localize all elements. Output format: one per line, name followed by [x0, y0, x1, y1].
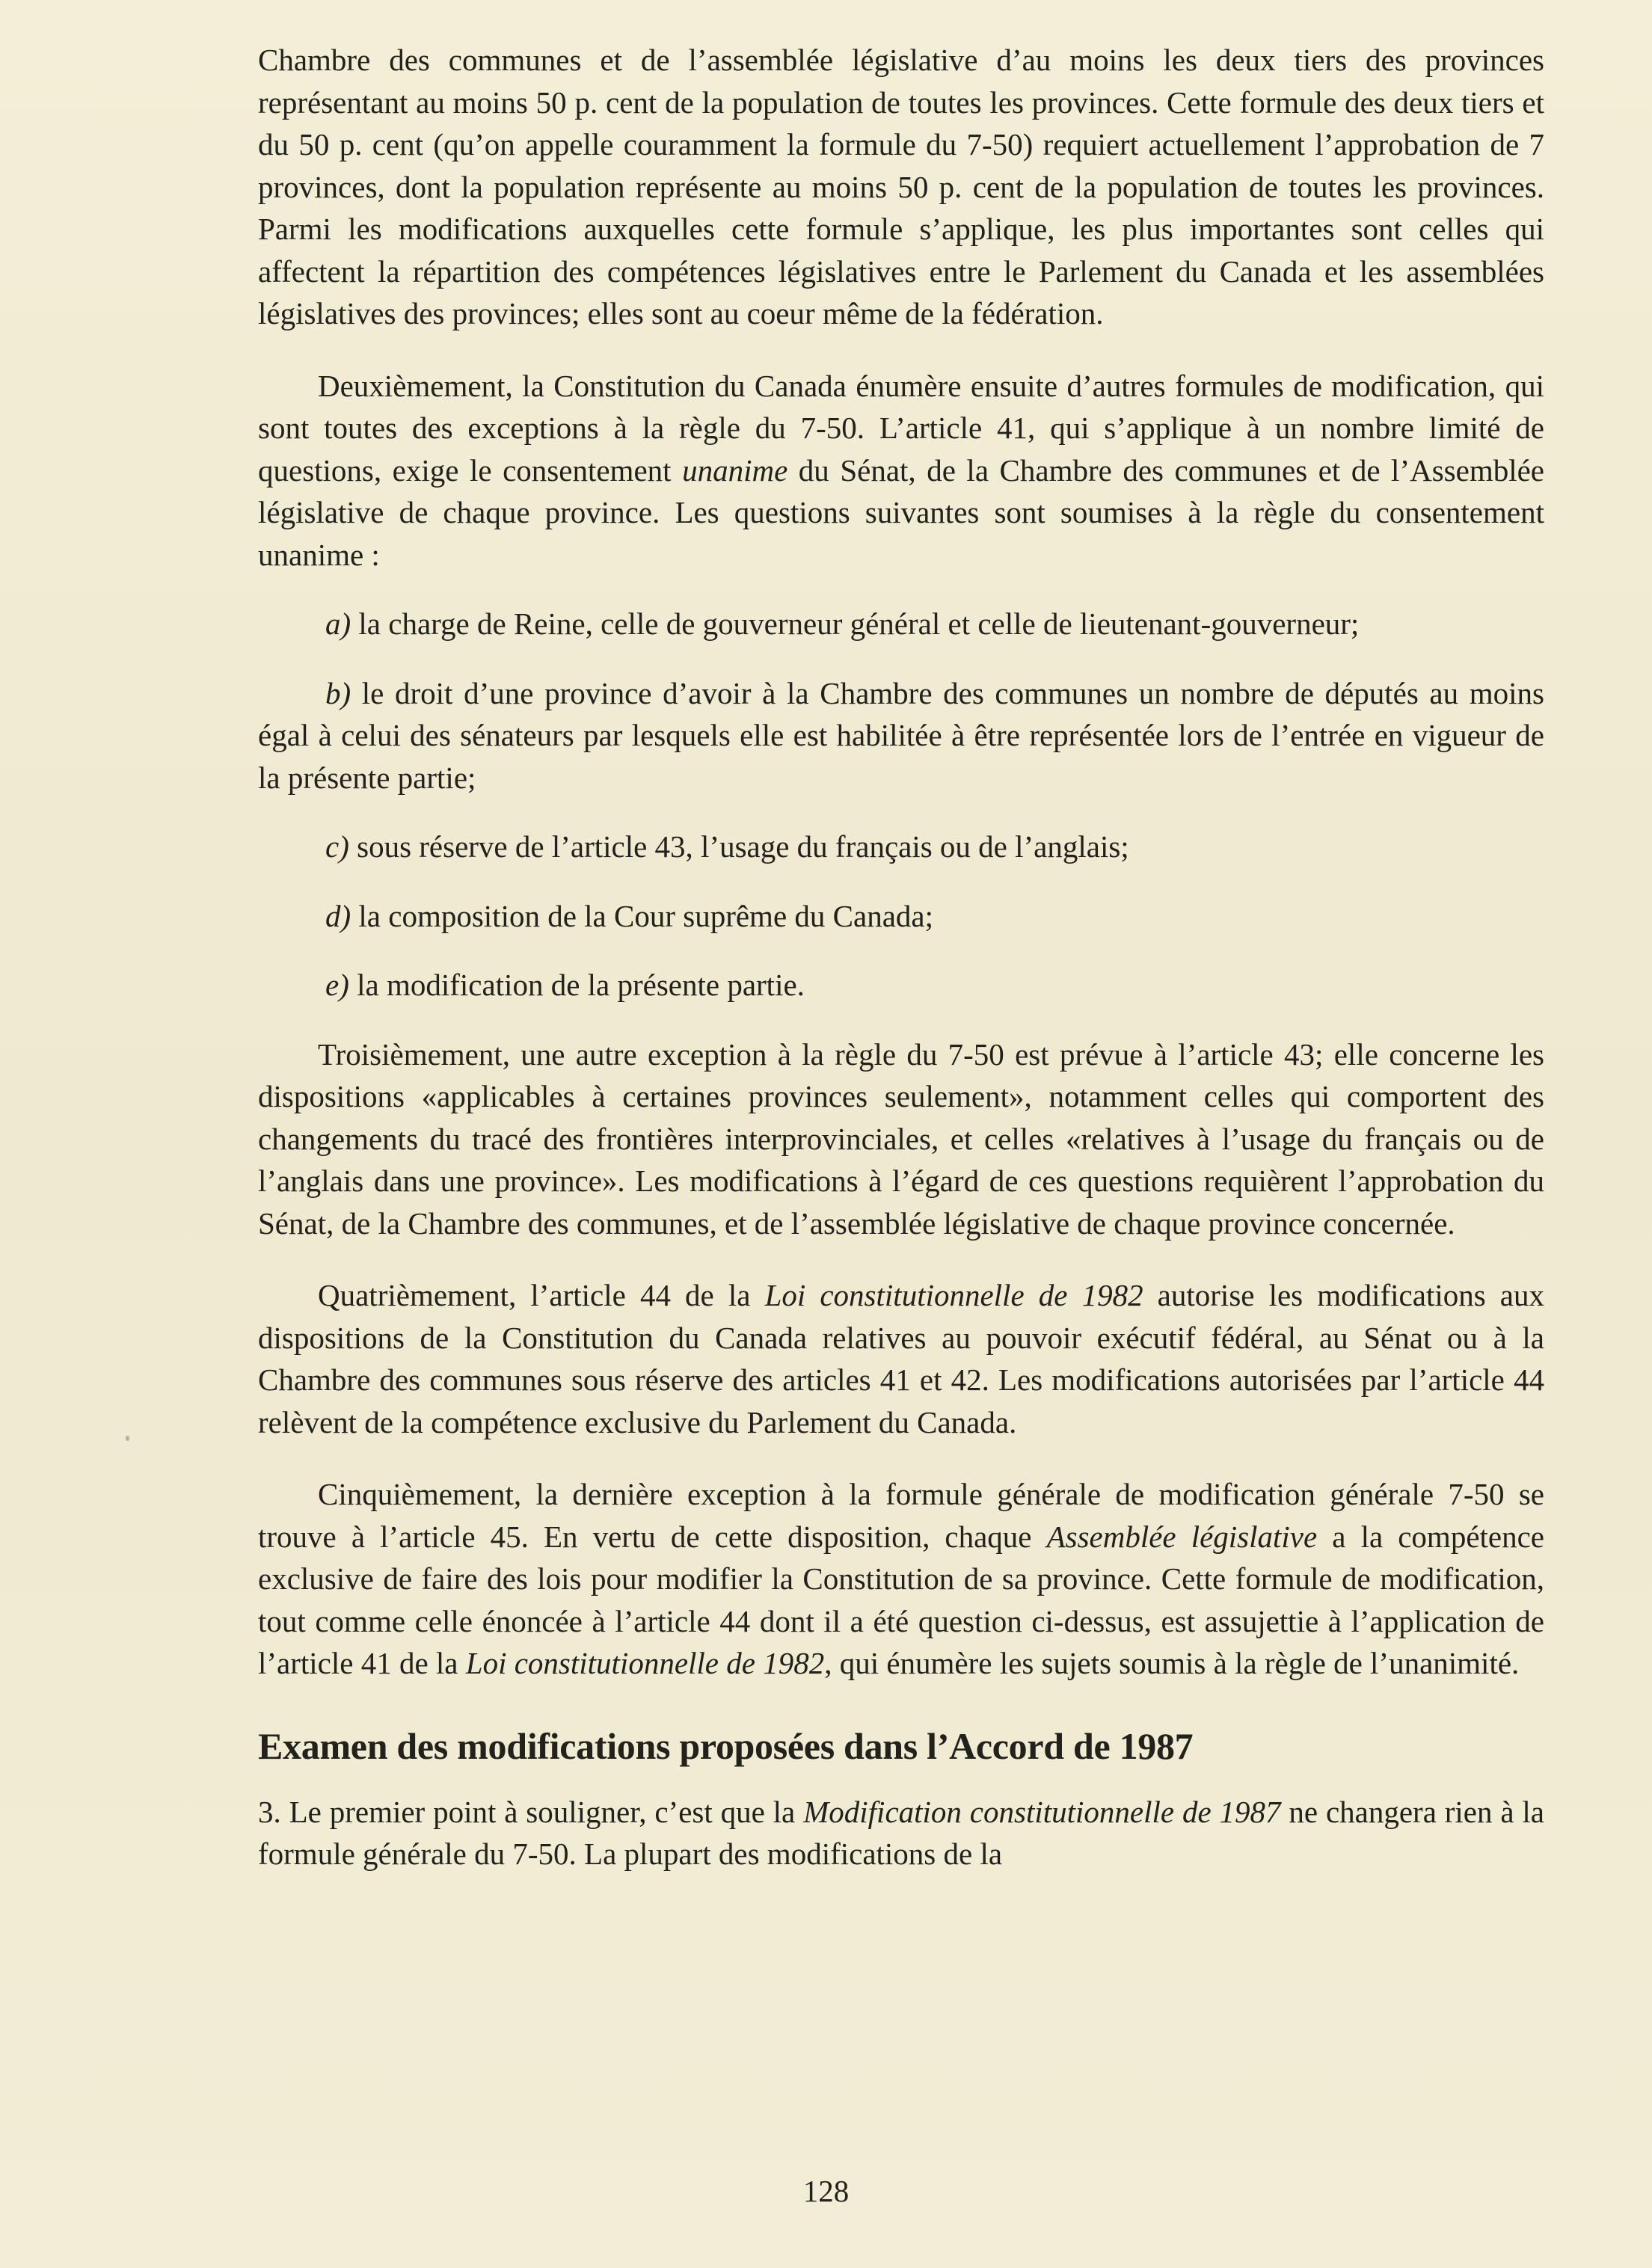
list-text: sous réserve de l’article 43, l’usage du français ou de l’anglais;: [348, 829, 1129, 864]
list-item-c: [258, 826, 1544, 868]
list-letter: e): [325, 968, 349, 1002]
text-run: Le premier point à souligner, c’est que la: [280, 1794, 804, 1829]
list-letter: a): [325, 606, 351, 641]
list-text: la charge de Reine, celle de gouverneur général et celle de lieutenant-gouverneur;: [351, 606, 1360, 641]
list-text: la composition de la Cour suprême du Canada;: [351, 898, 933, 933]
text-run: autorise les modifications aux dispositions de la Constitution du Canada relatives au pouvoir exécutif fédéral, au Sénat ou à la Chambre des communes sous réserve des articles 41 et 42. Les modifications autorisées par l’article 44 relèvent de la compétence exclusive du Parlement du Canada.: [258, 1278, 1544, 1439]
text-run: Cinquièmement, la dernière exception à la formule générale de modification générale 7-50 se trouve à l’article 45. En vertu de cette disposition, chaque: [258, 1477, 1544, 1554]
paragraph-continuation: Chambre des communes et de l’assemblée législative d’au moins les deux tiers des provinces représentant au moins 50 p. cent de la population de toutes les provinces. Cette formule des deux tiers et du 50 p. cent (qu’on appelle couramment la formule du 7-50) requiert actuellement l’approbation de 7 provinces, dont la population représente au moins 50 p. cent de la population de toutes les provinces. Parmi les modifications auxquelles cette formule s’applique, les plus importantes sont celles qui affectent la répartition des compétences législatives entre le Parlement du Canada et les assemblées législatives des provinces; elles sont au coeur même de la fédération.: [258, 43, 1544, 331]
list-text: le droit d’une province d’avoir à la Chambre des communes un nombre de députés au moins égal à celui des sénateurs par lesquels elle est habilitée à être représentée lors de l’entrée en vigueur de la présente partie;: [258, 675, 1544, 795]
paragraph-deuxiemement: [258, 365, 1544, 577]
list-letter: c): [325, 829, 349, 864]
paragraph-numbered-3: [258, 1791, 1544, 1875]
italic-run: Loi constitutionnelle de 1982: [465, 1646, 825, 1680]
paragraph-number: 3.: [258, 1794, 281, 1829]
italic-run: Assemblée législative: [1046, 1519, 1318, 1554]
text-run: ne changera rien à la formule générale du 7-50. La plupart des modifications de la: [258, 1794, 1545, 1871]
list-item-d: [258, 895, 1544, 938]
text-run: du Sénat, de la Chambre des communes et de l’Assemblée législative de chaque province. Les questions suivantes sont soumises à la règle du consentement unanime :: [258, 452, 1544, 572]
list-item-e: [258, 964, 1544, 1007]
italic-run: Modification constitutionnelle de 1987: [803, 1794, 1281, 1829]
italic-run: Loi constitutionnelle de 1982: [764, 1278, 1143, 1312]
text-run: , qui énumère les sujets soumis à la règle de l’unanimité.: [824, 1646, 1520, 1680]
paper-speck: [126, 1436, 129, 1441]
text-run: Quatrièmement, l’article 44 de la: [318, 1278, 765, 1312]
text-run: Deuxièmement, la Constitution du Canada énumère ensuite d’autres formules de modification, qui sont toutes des exceptions à la règle du 7-50. L’article 41, qui s’applique à un nombre limité de questions, exige le consentement: [258, 368, 1544, 488]
paragraph-troisiemement: Troisièmement, une autre exception à la règle du 7-50 est prévue à l’article 43; elle concerne les dispositions «applicables à certaines provinces seulement», notamment celles qui comportent des changements du tracé des frontières interprovinciales, et celles «relatives à l’usage du français ou de l’anglais dans une province». Les modifications à l’égard de ces questions requièrent l’approbation du Sénat, de la Chambre des communes, et de l’assemblée législative de chaque province concernée.: [258, 1036, 1544, 1241]
list-text: la modification de la présente partie.: [348, 968, 805, 1002]
list-item-b: [258, 672, 1544, 799]
list-letter: b): [325, 675, 351, 710]
list-item-a: [258, 603, 1544, 645]
page-number: 128: [802, 2174, 850, 2208]
section-heading: Examen des modifications proposées dans l’Accord de 1987: [258, 1724, 1194, 1767]
page-body: [258, 39, 1544, 1875]
paragraph-quatriemement: [258, 1274, 1544, 1443]
paragraph-cinquiemement: [258, 1473, 1544, 1685]
text-run: a la compétence exclusive de faire des lois pour modifier la Constitution de sa province. Cette formule de modification, tout comme celle énoncée à l’article 44 dont il a été question ci-dessus, est assujettie à l’application de l’article 41 de la: [258, 1519, 1544, 1680]
list-letter: d): [325, 898, 351, 933]
italic-run: unanime: [682, 452, 788, 488]
